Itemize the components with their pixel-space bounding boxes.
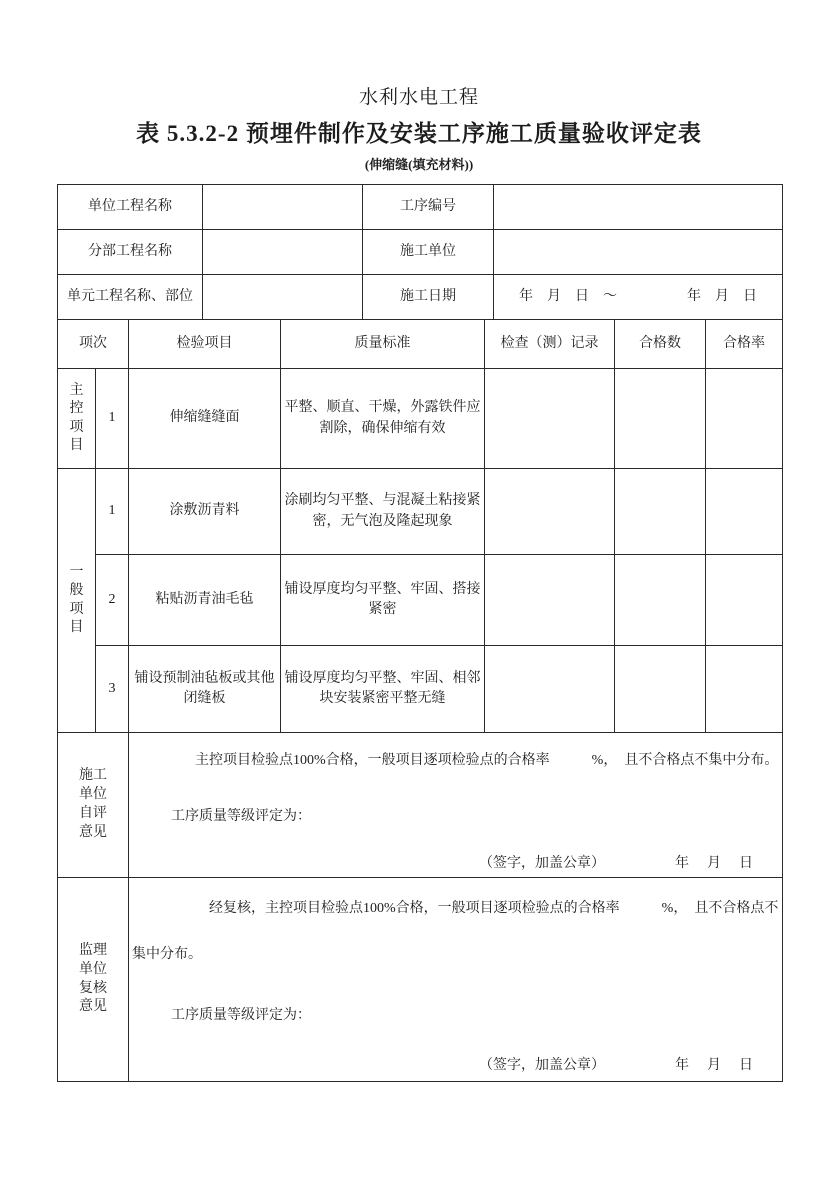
contractor-opinion-content[interactable] [129,733,783,878]
header-pass-count: 合格数 [615,320,706,369]
info-row-unit [58,185,783,230]
pass-count-cell[interactable] [615,646,706,733]
table-row-main-1 [58,369,783,469]
doc-title: 表 5.3.2-2 预埋件制作及安装工序施工质量验收评定表 [136,121,702,146]
row-number: 1 [96,369,129,469]
supervisor-signature-label: （签字，加盖公章） [479,1057,605,1073]
quality-standard: 铺设厚度均匀平整、牢固、相邻块安装紧密平整无缝 [281,646,485,733]
header-check-record: 检查（测）记录 [485,320,615,369]
doc-subtitle: (伸缩缝(填充材料)) [364,157,474,172]
contractor-statement: 主控项目检验点100%合格，一般项目逐项检验点的合格率 %， 且不合格点不集中分布。 [195,753,779,768]
supervisor-statement-line1: 经复核，主控项目检验点100%合格，一般项目逐项检验点的合格率 %， 且不合格点不 [209,901,779,916]
form-tables [57,184,782,1082]
info-value-process-number[interactable] [494,185,783,230]
pass-count-cell[interactable] [615,555,706,646]
info-value-unit-project[interactable] [203,185,363,230]
row-number: 3 [96,646,129,733]
inspection-item: 铺设预制油毡板或其他闭缝板 [129,646,281,733]
info-label-construction-unit: 施工单位 [363,230,494,275]
table-row-general-2 [58,555,783,646]
title-block [0,0,838,173]
pass-count-cell[interactable] [615,469,706,555]
quality-standard: 平整、顺直、干燥，外露铁件应割除，确保伸缩有效 [281,369,485,469]
supervisor-opinion-content[interactable] [129,878,783,1082]
info-table [57,184,783,320]
contractor-grade-line: 工序质量等级评定为： [171,809,311,825]
check-record-cell[interactable] [485,646,615,733]
supervisor-statement-line2: 集中分布。 [132,947,202,963]
inspection-table [57,319,783,1082]
check-record-cell[interactable] [485,555,615,646]
info-label-unit-project: 单位工程名称 [58,185,203,230]
header-quality-standard: 质量标准 [281,320,485,369]
info-row-element [58,275,783,320]
pass-rate-cell[interactable] [706,555,783,646]
contractor-signature-label: （签字，加盖公章） [479,855,605,871]
row-number: 2 [96,555,129,646]
supervisor-grade-line: 工序质量等级评定为： [171,1007,311,1023]
table-row-general-3 [58,646,783,733]
contractor-signature-date: 年 月 日 [675,855,755,871]
doc-heading: 水利水电工程 [358,87,479,108]
quality-standard: 铺设厚度均匀平整、牢固、搭接紧密 [281,555,485,646]
check-record-cell[interactable] [485,469,615,555]
header-item-no: 项次 [58,320,129,369]
info-label-construction-date: 施工日期 [363,275,494,320]
pass-count-cell[interactable] [615,369,706,469]
info-label-division-project: 分部工程名称 [58,230,203,275]
quality-standard: 涂刷均匀平整、与混凝土粘接紧密，无气泡及隆起现象 [281,469,485,555]
inspection-item: 涂敷沥青料 [129,469,281,555]
info-row-division [58,230,783,275]
supervisor-opinion-row [58,878,783,1082]
pass-rate-cell[interactable] [706,369,783,469]
supervisor-opinion-label: 监理单位复核意见 [58,878,129,1082]
info-value-element-project[interactable] [203,275,363,320]
contractor-opinion-label: 施工单位自评意见 [58,733,129,878]
row-number: 1 [96,469,129,555]
info-label-process-number: 工序编号 [363,185,494,230]
info-value-construction-unit[interactable] [494,230,783,275]
group-label-main-control: 主控项目 [58,369,96,469]
supervisor-signature-date: 年 月 日 [675,1057,755,1073]
header-pass-rate: 合格率 [706,320,783,369]
group-label-general: 一般项目 [58,469,96,733]
contractor-opinion-row [58,733,783,878]
inspection-item: 伸缩缝缝面 [129,369,281,469]
contractor-signature-row [129,854,782,874]
info-label-element-project: 单元工程名称、部位 [58,275,203,320]
check-record-cell[interactable] [485,369,615,469]
inspection-item: 粘贴沥青油毛毡 [129,555,281,646]
info-value-division-project[interactable] [203,230,363,275]
table-row-general-1 [58,469,783,555]
table-header-row [58,320,783,369]
pass-rate-cell[interactable] [706,469,783,555]
pass-rate-cell[interactable] [706,646,783,733]
header-inspection-item: 检验项目 [129,320,281,369]
supervisor-signature-row [129,1056,782,1076]
info-value-construction-date[interactable]: 年 月 日 ～ 年 月 日 [494,275,783,320]
